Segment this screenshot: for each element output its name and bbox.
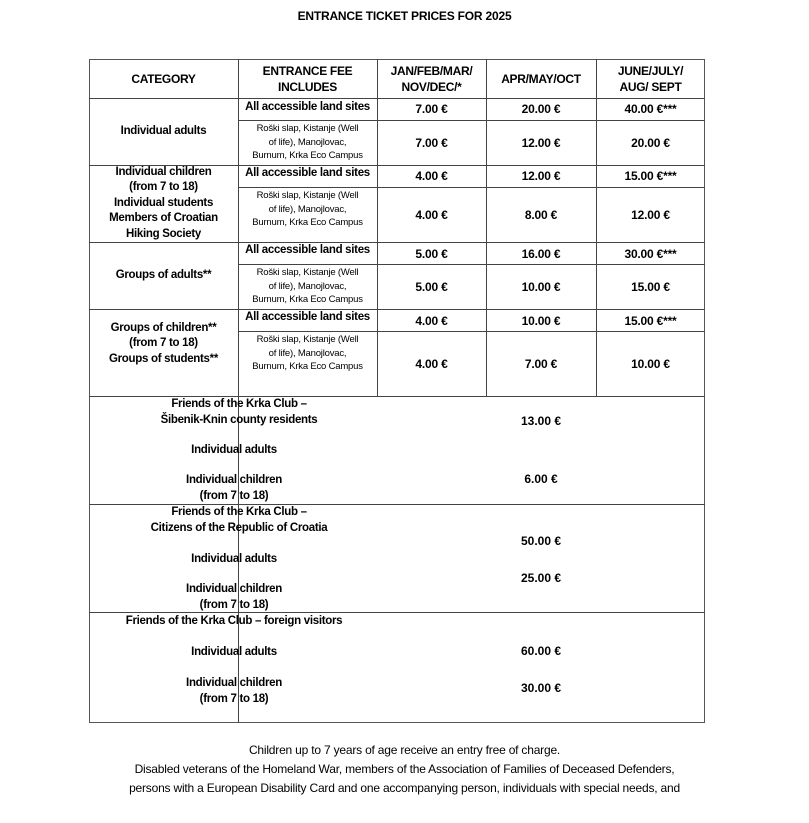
price-cell [596,187,705,242]
includes-all-sites [238,98,377,116]
header-category-label: CATEGORY [131,71,196,86]
price-mid: 12.00 € [521,135,561,150]
includes-line: Burnum, Krka Eco Campus [252,217,363,229]
friends-children-line: Individual children [186,583,282,595]
includes-line: Roški slap, Kistanje (Well [256,190,359,202]
category-label: Individual adults [120,124,207,137]
includes-partial-sites [238,264,377,309]
price-cell [596,264,705,309]
header-includes-line2: INCLUDES [278,79,337,94]
header-includes-line1: ENTRANCE FEE [262,63,353,78]
header-includes [238,59,377,98]
header-low-line1: JAN/FEB/MAR/ [390,63,473,78]
includes-line: Burnum, Krka Eco Campus [252,294,363,306]
price-low: 5.00 € [415,279,448,294]
includes-all-sites [238,242,377,258]
price-cell [596,242,705,266]
includes-partial-sites [238,120,377,165]
category-groups-adults [89,242,238,309]
friends-children-line: Individual children [186,474,282,486]
category-label: (from 7 to 18) [129,181,198,194]
friends-adults-label: Individual adults [191,444,277,456]
friends-children-line: (from 7 to 18) [199,598,269,611]
header-category [89,59,238,98]
price-cell [377,331,486,396]
price-cell [377,264,486,309]
includes-line: Burnum, Krka Eco Campus [252,361,363,373]
price-mid: 10.00 € [521,279,561,294]
friends-children-price: 6.00 € [524,472,558,486]
price-mid: 12.00 € [521,169,561,183]
price-mid: 7.00 € [524,356,558,371]
price-cell [377,165,486,187]
friends-adults-price: 50.00 € [520,534,562,548]
friends-heading [89,614,379,630]
includes-line: of life), Manojlovac, [268,203,347,215]
price-mid: 8.00 € [524,207,558,222]
price-high: 15.00 €*** [624,314,677,328]
includes-line: Roški slap, Kistanje (Well [256,123,359,135]
includes-line: of life), Manojlovac, [268,347,347,359]
friends-heading-line: Friends of the Krka Club – [171,398,307,410]
price-cell [486,98,596,120]
includes-label: All accessible land sites [245,311,370,323]
category-label: Groups of children** [110,321,217,334]
price-cell [596,98,705,120]
note-discounts-line1: Disabled veterans of the Homeland War, members of the Association of Families of Deceased Defenders, [134,762,675,776]
includes-line: Burnum, Krka Eco Campus [252,150,363,162]
includes-partial-sites [238,187,377,232]
price-high: 15.00 € [631,279,670,294]
header-low-line2: NOV/DEC/* [401,79,462,94]
friends-children-price: 25.00 € [520,571,562,585]
price-cell [377,309,486,333]
friends-adults-price: 60.00 € [520,644,562,658]
header-high-season [596,59,705,98]
category-label: Individual students [113,196,214,209]
category-individual-adults [89,98,238,165]
price-cell [377,120,486,165]
friends-heading-line: Citizens of the Republic of Croatia [150,521,328,534]
price-cell [596,309,705,333]
category-label: Hiking Society [125,227,202,240]
note-discounts-line2: persons with a European Disability Card and one accompanying person, individuals with special needs, and [129,781,680,795]
price-low: 4.00 € [415,356,448,371]
category-individual-children-students [89,165,238,242]
header-mid-label: APR/MAY/OCT [501,71,581,86]
category-label: Individual children [115,165,212,178]
price-cell [486,165,596,187]
price-cell [377,242,486,266]
friends-adults-price: 13.00 € [520,414,562,428]
price-low: 7.00 € [415,135,448,150]
header-high-line1: JUNE/JULY/ [617,63,684,78]
friends-children-label [89,582,379,613]
price-high: 12.00 € [631,207,670,222]
price-cell [377,187,486,242]
price-mid: 10.00 € [521,314,561,328]
price-cell [596,165,705,187]
note-children-free: Children up to 7 years of age receive an entry free of charge. [248,743,561,757]
price-high: 15.00 €*** [624,169,677,183]
friends-adults-label: Individual adults [191,646,277,658]
price-mid: 16.00 € [521,247,561,261]
friends-children-label [89,473,379,504]
category-label: Members of Croatian [109,212,218,225]
price-cell [377,98,486,120]
friends-children-line: (from 7 to 18) [199,489,269,502]
includes-all-sites [238,165,377,181]
category-label: Groups of adults** [115,268,212,281]
includes-partial-sites [238,331,377,376]
friends-children-line: (from 7 to 18) [199,692,269,705]
includes-label: All accessible land sites [245,244,370,256]
price-low: 7.00 € [415,102,448,116]
price-cell [486,187,596,242]
header-mid-season [486,59,596,98]
includes-line: of life), Manojlovac, [268,280,347,292]
friends-children-price: 30.00 € [520,681,562,695]
price-low: 4.00 € [415,207,448,222]
category-groups-children-students [89,309,238,379]
includes-line: Roški slap, Kistanje (Well [256,267,359,279]
price-low: 4.00 € [415,314,448,328]
price-high: 10.00 € [631,356,670,371]
price-low: 5.00 € [415,247,448,261]
price-cell [486,242,596,266]
price-high: 40.00 €*** [624,102,677,116]
friends-children-line: Individual children [186,677,282,689]
price-cell [596,331,705,396]
header-low-season [377,59,486,98]
price-low: 4.00 € [415,169,448,183]
friends-heading [89,505,389,536]
price-mid: 20.00 € [521,102,561,116]
price-high: 30.00 €*** [624,247,677,261]
friends-adults-label: Individual adults [191,553,277,565]
price-cell [486,120,596,165]
price-cell [486,331,596,396]
price-cell [486,309,596,333]
friends-heading-line: Friends of the Krka Club – foreign visitors [125,615,343,627]
price-cell [596,120,705,165]
friends-children-label [89,676,379,707]
price-high: 20.00 € [631,135,670,150]
friends-heading-line: Friends of the Krka Club – [171,506,307,518]
friends-heading-line: Šibenik-Knin county residents [160,413,318,426]
page-title: ENTRANCE TICKET PRICES FOR 2025 [297,9,512,23]
includes-line: of life), Manojlovac, [268,136,347,148]
category-label: (from 7 to 18) [129,337,198,350]
price-cell [486,264,596,309]
header-high-line2: AUG/ SEPT [619,79,682,94]
includes-all-sites [238,309,377,325]
includes-label: All accessible land sites [245,167,370,179]
includes-line: Roški slap, Kistanje (Well [256,334,359,346]
friends-heading [89,397,389,428]
category-label: Groups of students** [108,352,218,365]
includes-label: All accessible land sites [245,101,370,113]
